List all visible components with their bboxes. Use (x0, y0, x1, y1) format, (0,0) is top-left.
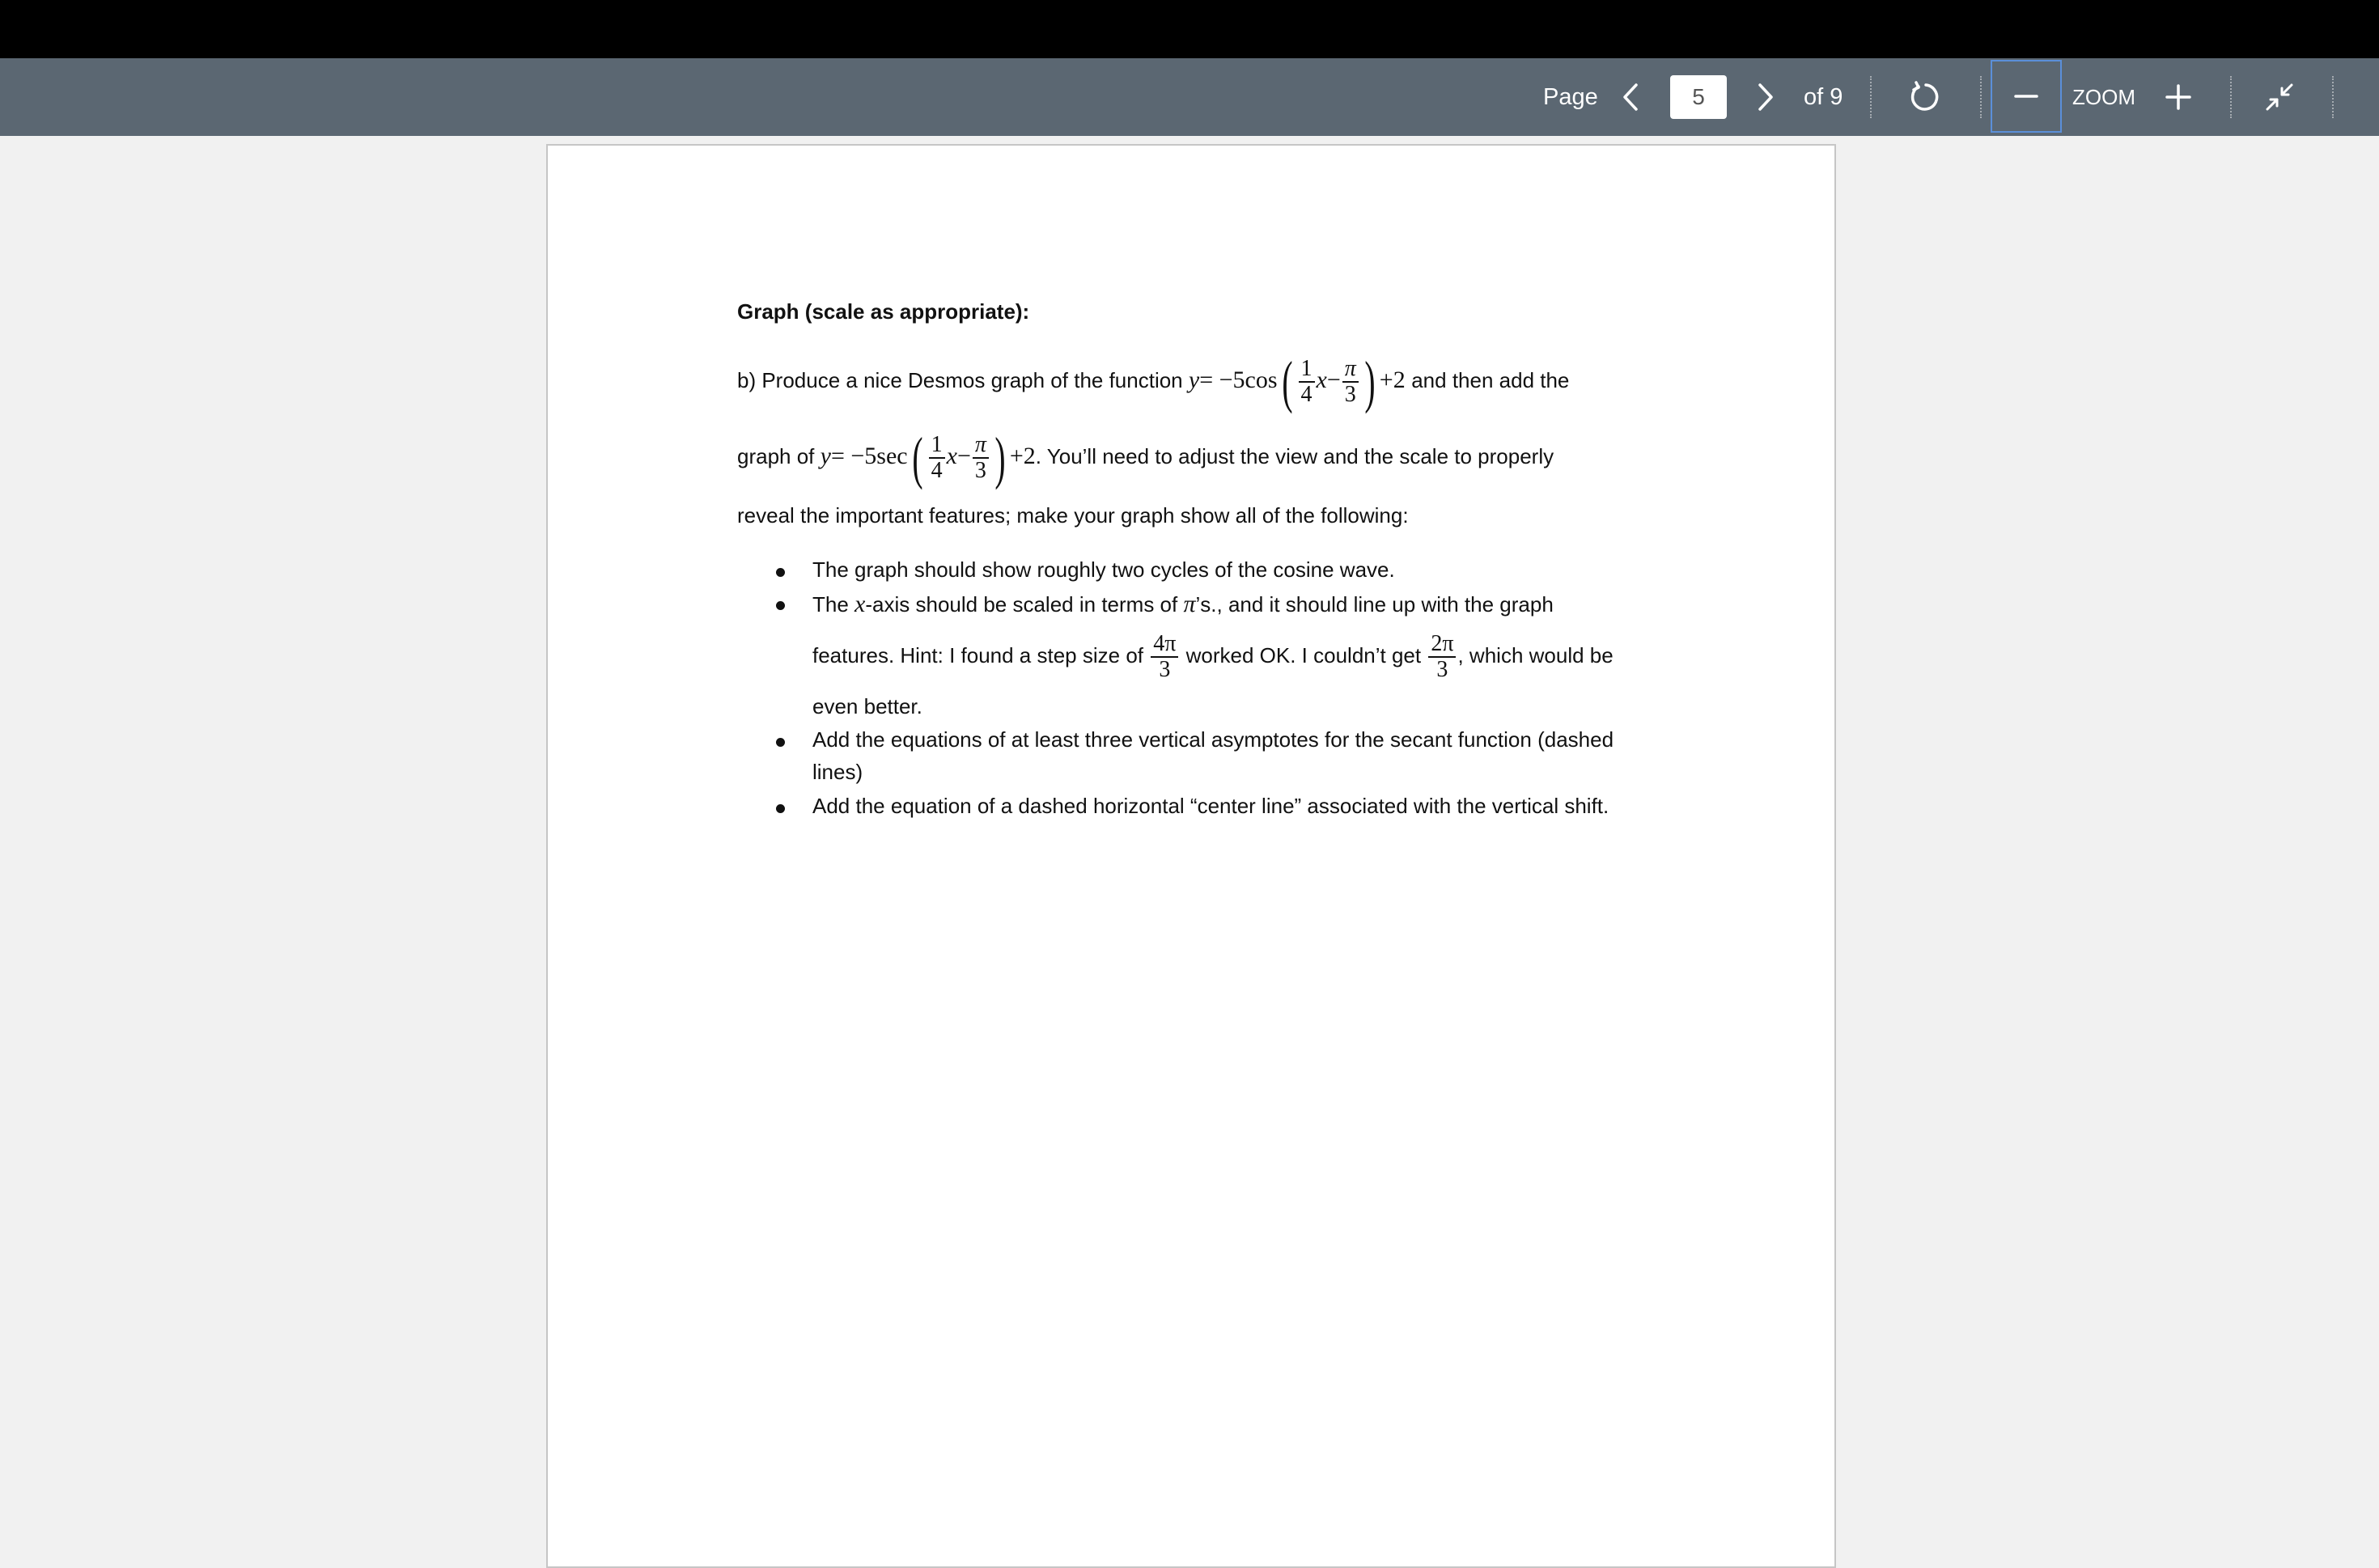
paragraph-secant (737, 424, 1554, 489)
prev-page-button[interactable] (1614, 58, 1647, 136)
math-minus: − (1326, 367, 1341, 393)
bullet-asymptotes: Add the equations of at least three vertical asymptotes for the secant function (dashed (812, 727, 1614, 752)
bullet-axis-scale-hint (812, 623, 1614, 688)
total-pages-label: of 9 (1804, 84, 1843, 110)
zoom-in-button[interactable] (2161, 58, 2196, 136)
fraction-four-pi-third (1151, 632, 1178, 682)
frac-num: 2π (1428, 632, 1456, 658)
fraction-pi-third (1342, 357, 1359, 407)
fraction-one-quarter (929, 433, 945, 483)
toolbar-divider (2332, 76, 2334, 118)
zoom-label: ZOOM (2072, 85, 2135, 109)
chevron-right-icon (1757, 83, 1775, 112)
bullet-two-cycles: The graph should show roughly two cycles of the cosine wave. (812, 557, 1395, 582)
math-minus: − (956, 443, 971, 469)
rotate-button[interactable] (1906, 58, 1946, 136)
frac-den: 3 (1159, 657, 1171, 683)
exit-fullscreen-button[interactable] (2260, 58, 2299, 136)
bullet-dot (776, 568, 785, 577)
window-top-bar (0, 0, 2379, 58)
bullet-dot (776, 804, 785, 813)
toolbar-divider (1980, 76, 1982, 118)
paren-open: ( (912, 426, 923, 491)
bullet-axis-scale-end: even better. (812, 694, 922, 718)
sec-equation (820, 426, 1036, 491)
bullet2-text-d: features. Hint: I found a step size of (812, 643, 1144, 667)
math-x: x (854, 591, 866, 617)
bullet2-text-c: ’s., and it should line up with the graph (1195, 592, 1554, 617)
bullet-axis-scale (812, 591, 1554, 618)
bullet2-text-a: The (812, 592, 849, 617)
math-plus-two: +2 (1379, 367, 1406, 393)
next-page-button[interactable] (1749, 58, 1782, 136)
collapse-icon (2264, 82, 2295, 112)
paren-open: ( (1281, 350, 1293, 415)
frac-num: 4π (1151, 632, 1178, 658)
plus-icon (2165, 84, 2191, 110)
bullet2-text-f: , which would be (1457, 643, 1614, 667)
para2-suffix: . You’ll need to adjust the view and the scale to properly (1035, 444, 1554, 468)
math-eq-sec: = −5sec (830, 443, 908, 469)
viewer-toolbar (0, 58, 2379, 136)
frac-num: π (1342, 357, 1359, 383)
math-y: y (1188, 367, 1200, 393)
toolbar-divider (2230, 76, 2232, 118)
minus-icon (2014, 94, 2038, 99)
math-pi: π (1183, 591, 1196, 617)
page-number-input[interactable] (1670, 75, 1727, 119)
rotate-icon (1909, 80, 1943, 114)
zoom-out-button[interactable] (1991, 60, 2062, 133)
step-four-pi-thirds (1149, 631, 1180, 683)
step-two-pi-thirds (1427, 631, 1457, 683)
frac-num: π (973, 433, 989, 459)
bullet-dot (776, 738, 785, 747)
math-x: x (946, 443, 957, 469)
math-plus-two: +2 (1009, 443, 1036, 469)
para1-suffix: and then add the (1411, 368, 1570, 392)
paren-close: ) (1364, 350, 1376, 415)
frac-den: 3 (1436, 657, 1448, 683)
document-page (546, 144, 1836, 1568)
frac-num: 1 (1299, 357, 1315, 383)
paragraph-reveal: reveal the important features; make your graph show all of the following: (737, 503, 1409, 528)
page-label: Page (1543, 84, 1598, 110)
paren-close: ) (994, 426, 1006, 491)
bullet2-text-e: worked OK. I couldn’t get (1185, 643, 1422, 667)
toolbar-divider (1870, 76, 1872, 118)
para2-prefix: graph of (737, 444, 815, 468)
fraction-two-pi-third (1428, 632, 1456, 682)
para1-prefix: b) Produce a nice Desmos graph of the function (737, 368, 1183, 392)
math-eq-cos: = −5cos (1199, 367, 1278, 393)
paragraph-desmos-intro (737, 348, 1569, 413)
bullet-center-line: Add the equation of a dashed horizontal “center line” associated with the vertical shift. (812, 794, 1609, 818)
cos-equation (1188, 350, 1411, 415)
bullet2-text-b: -axis should be scaled in terms of (865, 592, 1178, 617)
fraction-one-quarter (1299, 357, 1315, 407)
frac-den: 3 (1344, 382, 1356, 408)
section-heading: Graph (scale as appropriate): (737, 299, 1030, 324)
frac-num: 1 (929, 433, 945, 459)
fraction-pi-third (973, 433, 989, 483)
frac-den: 3 (974, 458, 986, 484)
bullet-asymptotes-cont: lines) (812, 760, 863, 784)
math-y: y (820, 443, 831, 469)
frac-den: 4 (931, 458, 943, 484)
math-x: x (1316, 367, 1327, 393)
chevron-left-icon (1622, 83, 1639, 112)
frac-den: 4 (1300, 382, 1312, 408)
bullet-dot (776, 601, 785, 610)
